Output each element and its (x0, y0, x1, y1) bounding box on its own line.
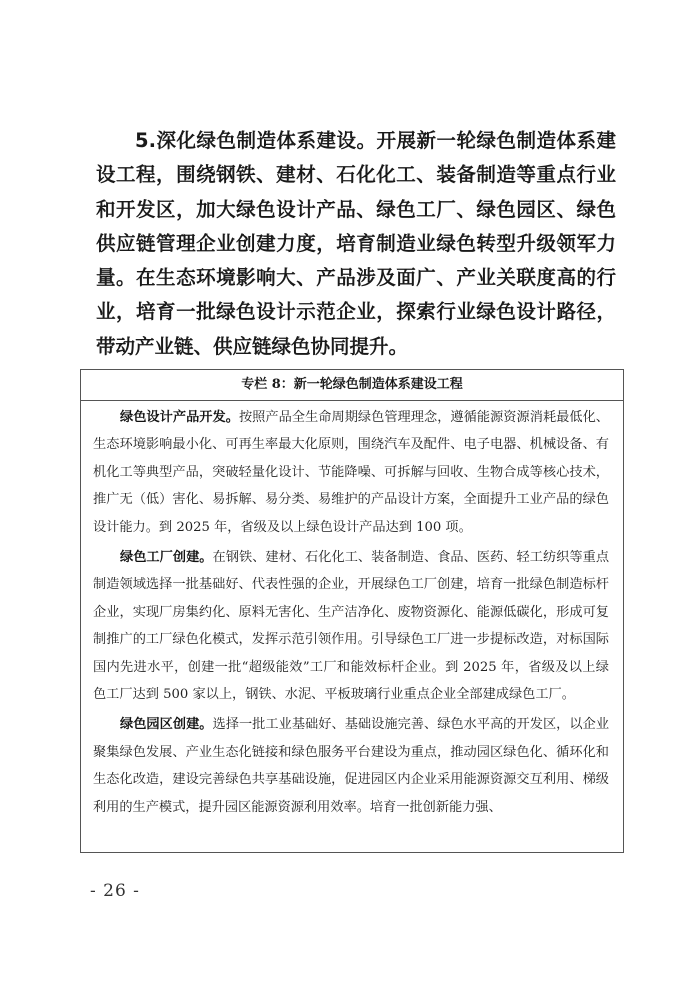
box-paragraph-heading: 绿色工厂创建。 (120, 550, 213, 566)
feature-box-body (81, 401, 623, 821)
page-number: - 26 - (90, 881, 140, 901)
feature-box-title: 专栏 8：新一轮绿色制造体系建设工程 (81, 370, 623, 401)
section-heading: 5.深化绿色制造体系建设。 (135, 129, 377, 152)
box-paragraph-text: 选择一批工业基础好、基础设施完善、绿色水平高的开发区，以企业聚集绿色发展、产业生态化链接和绿色服务平台建设为重点，推动园区绿色化、循环化和生态化改造，建设完善绿色共享基础设施，促进园区内企业采用能源资源交互利用、梯级利用的生产模式，提升园区能源资源利用效率。培育一批创新能力强、 (93, 717, 610, 815)
section-paragraph (96, 124, 616, 364)
box-paragraph-green-factory (93, 544, 609, 708)
box-paragraph-green-design (93, 404, 609, 541)
box-paragraph-green-park (93, 711, 609, 821)
section-body-text: 开展新一轮绿色制造体系建设工程，围绕钢铁、建材、石化化工、装备制造等重点行业和开发区，加大绿色设计产品、绿色工厂、绿色园区、绿色供应链管理企业创建力度，培育制造业绿色转型升级领军力量。在生态环境影响大、产品涉及面广、产业关联度高的行业，培育一批绿色设计示范企业，探索行业绿色设计路径，带动产业链、供应链绿色协同提升。 (96, 129, 616, 358)
box-paragraph-text: 按照产品全生命周期绿色管理理念，遵循能源资源消耗最低化、生态环境影响最小化、可再生率最大化原则，围绕汽车及配件、电子电器、机械设备、有机化工等典型产品，突破轻量化设计、节能降噪、可拆解与回收、生物合成等核心技术，推广无（低）害化、易拆解、易分类、易维护的产品设计方案，全面提升工业产品的绿色设计能力。到 2025 年，省级及以上绿色设计产品达到 100 项。 (93, 410, 609, 535)
box-paragraph-heading: 绿色园区创建。 (120, 717, 213, 733)
box-paragraph-heading: 绿色设计产品开发。 (120, 410, 239, 425)
box-paragraph-text: 在钢铁、建材、石化化工、装备制造、食品、医药、轻工纺织等重点制造领域选择一批基础好、代表性强的企业，开展绿色工厂创建，培育一批绿色制造标杆企业，实现厂房集约化、原料无害化、生产洁净化、废物资源化、能源低碳化，形成可复制推广的工厂绿色化模式，发挥示范引领作用。引导绿色工厂进一步提标改造，对标国际国内先进水平，创建一批“超级能效”工厂和能效标杆企业。到 2025 年，省级及以上绿色工厂达到 500 家以上，钢铁、水泥、平板玻璃行业重点企业全部建成绿色工厂。 (93, 550, 610, 703)
feature-box (80, 369, 624, 853)
